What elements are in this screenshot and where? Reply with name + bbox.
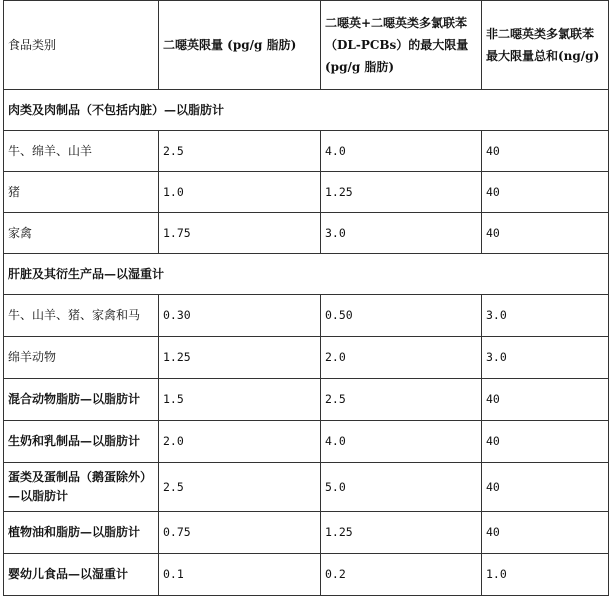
row-dioxin-value: 1.5 (159, 379, 321, 421)
row-category: 家禽 (4, 213, 159, 254)
row-dioxin-pcb-value: 4.0 (321, 131, 482, 172)
section-row-meat (4, 90, 609, 131)
row-dioxin-value: 0.75 (159, 512, 321, 554)
row-category: 猪 (4, 172, 159, 213)
table-row (4, 512, 609, 554)
header-ndl-pcb-limit: 非二噁英类多氯联苯最大限量总和(ng/g) (482, 1, 609, 90)
table-row (4, 337, 609, 379)
row-dioxin-pcb-value: 3.0 (321, 213, 482, 254)
row-dioxin-value: 0.30 (159, 295, 321, 337)
row-category: 混合动物脂肪—以脂肪计 (4, 379, 159, 421)
table-row (4, 131, 609, 172)
row-ndl-pcb-value: 40 (482, 213, 609, 254)
dioxin-limits-table (3, 0, 609, 596)
row-dioxin-value: 1.75 (159, 213, 321, 254)
table-row (4, 213, 609, 254)
row-category: 牛、绵羊、山羊 (4, 131, 159, 172)
row-category: 牛、山羊、猪、家禽和马 (4, 295, 159, 337)
row-category: 植物油和脂肪—以脂肪计 (4, 512, 159, 554)
row-dioxin-pcb-value: 2.0 (321, 337, 482, 379)
row-category: 生奶和乳制品—以脂肪计 (4, 421, 159, 463)
header-food-category: 食品类别 (4, 1, 159, 90)
row-dioxin-value: 2.0 (159, 421, 321, 463)
row-dioxin-pcb-value: 0.50 (321, 295, 482, 337)
table-row (4, 421, 609, 463)
row-category: 绵羊动物 (4, 337, 159, 379)
row-ndl-pcb-value: 40 (482, 379, 609, 421)
row-category: 婴幼儿食品—以湿重计 (4, 554, 159, 596)
table-header-row (4, 1, 609, 90)
row-dioxin-value: 0.1 (159, 554, 321, 596)
row-dioxin-pcb-value: 1.25 (321, 172, 482, 213)
table-row (4, 463, 609, 512)
row-dioxin-pcb-value: 0.2 (321, 554, 482, 596)
row-dioxin-value: 1.0 (159, 172, 321, 213)
row-ndl-pcb-value: 3.0 (482, 295, 609, 337)
row-dioxin-value: 2.5 (159, 463, 321, 512)
row-category: 蛋类及蛋制品（鹅蛋除外）—以脂肪计 (4, 463, 159, 512)
section-title-liver: 肝脏及其衍生产品—以湿重计 (4, 254, 609, 295)
row-ndl-pcb-value: 40 (482, 421, 609, 463)
row-dioxin-pcb-value: 4.0 (321, 421, 482, 463)
row-dioxin-pcb-value: 2.5 (321, 379, 482, 421)
row-ndl-pcb-value: 40 (482, 512, 609, 554)
header-dioxin-pcb-limit: 二噁英+二噁英类多氯联苯（DL-PCBs）的最大限量 (pg/g 脂肪) (321, 1, 482, 90)
table-row (4, 172, 609, 213)
section-row-liver (4, 254, 609, 295)
row-ndl-pcb-value: 40 (482, 172, 609, 213)
row-dioxin-pcb-value: 5.0 (321, 463, 482, 512)
row-dioxin-value: 1.25 (159, 337, 321, 379)
row-ndl-pcb-value: 40 (482, 463, 609, 512)
row-ndl-pcb-value: 40 (482, 131, 609, 172)
table-row (4, 554, 609, 596)
row-dioxin-pcb-value: 1.25 (321, 512, 482, 554)
table-row (4, 295, 609, 337)
row-ndl-pcb-value: 1.0 (482, 554, 609, 596)
header-dioxin-limit: 二噁英限量 (pg/g 脂肪) (159, 1, 321, 90)
table-row (4, 379, 609, 421)
row-ndl-pcb-value: 3.0 (482, 337, 609, 379)
section-title-meat: 肉类及肉制品（不包括内脏）—以脂肪计 (4, 90, 609, 131)
row-dioxin-value: 2.5 (159, 131, 321, 172)
